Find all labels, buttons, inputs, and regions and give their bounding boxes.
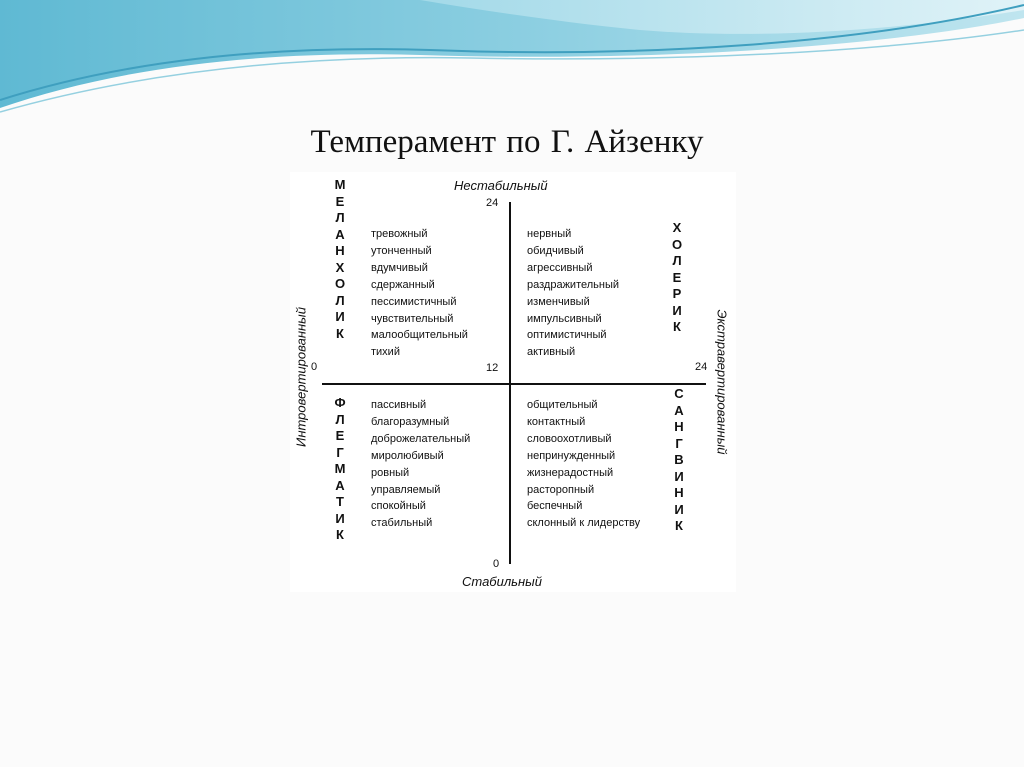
tick-center: 12 — [486, 362, 499, 374]
tick-bottom: 0 — [493, 558, 500, 570]
sanguine-label: САНГВИНИК — [674, 386, 684, 533]
trait-item: агрессивный — [527, 261, 593, 274]
trait-item: непринужденный — [527, 449, 616, 462]
trait-item: тревожный — [371, 228, 428, 240]
melancholic-traits — [371, 226, 468, 361]
phlegmatic-traits — [371, 397, 470, 532]
trait-item: пессимистичный — [371, 295, 457, 308]
trait-item: утонченный — [371, 244, 432, 257]
trait-item: ровный — [371, 466, 410, 479]
axis-label-left: Интровертированный — [293, 307, 309, 447]
trait-item: доброжелательный — [371, 432, 471, 445]
axis-label-top: Нестабильный — [454, 178, 548, 193]
trait-item: словоохотливый — [527, 432, 612, 445]
phlegmatic-label: ФЛЕГМАТИК — [334, 395, 346, 542]
trait-item: импульсивный — [527, 312, 602, 325]
axis-label-bottom: Стабильный — [462, 574, 542, 589]
trait-item: расторопный — [527, 483, 595, 496]
trait-item: беспечный — [527, 500, 583, 513]
trait-item: чувствительный — [371, 312, 454, 325]
tick-left: 0 — [311, 361, 318, 373]
trait-item: спокойный — [371, 500, 426, 513]
slide-title: Темперамент по Г. Айзенку — [310, 124, 704, 160]
trait-item: сдержанный — [371, 278, 435, 291]
trait-item: общительный — [527, 399, 598, 411]
trait-item: управляемый — [371, 483, 441, 496]
trait-item: пассивный — [371, 399, 427, 411]
choleric-label: ХОЛЕРИК — [671, 220, 683, 334]
temperament-diagram — [290, 172, 736, 592]
trait-item: жизнерадостный — [527, 466, 614, 479]
sanguine-traits — [527, 397, 640, 532]
trait-item: благоразумный — [371, 415, 450, 428]
tick-top: 24 — [486, 197, 499, 209]
trait-item: контактный — [527, 415, 586, 428]
trait-item: миролюбивый — [371, 449, 444, 462]
melancholic-label: МЕЛАНХОЛИК — [334, 177, 346, 341]
tick-right: 24 — [695, 361, 708, 373]
trait-item: активный — [527, 346, 576, 359]
horizontal-axis — [322, 383, 706, 385]
trait-item: нервный — [527, 228, 572, 240]
trait-item: оптимистичный — [527, 329, 607, 342]
trait-item: тихий — [371, 346, 400, 359]
trait-item: изменчивый — [527, 295, 590, 308]
axis-label-right: Экстравертированный — [714, 309, 730, 455]
trait-item: раздражительный — [527, 278, 620, 291]
trait-item: склонный к лидерству — [527, 517, 641, 530]
trait-item: обидчивый — [527, 244, 584, 257]
trait-item: вдумчивый — [371, 261, 428, 274]
trait-item: стабильный — [371, 517, 433, 530]
choleric-traits — [527, 226, 619, 361]
background-waves — [0, 0, 1024, 130]
trait-item: малообщительный — [371, 329, 468, 342]
